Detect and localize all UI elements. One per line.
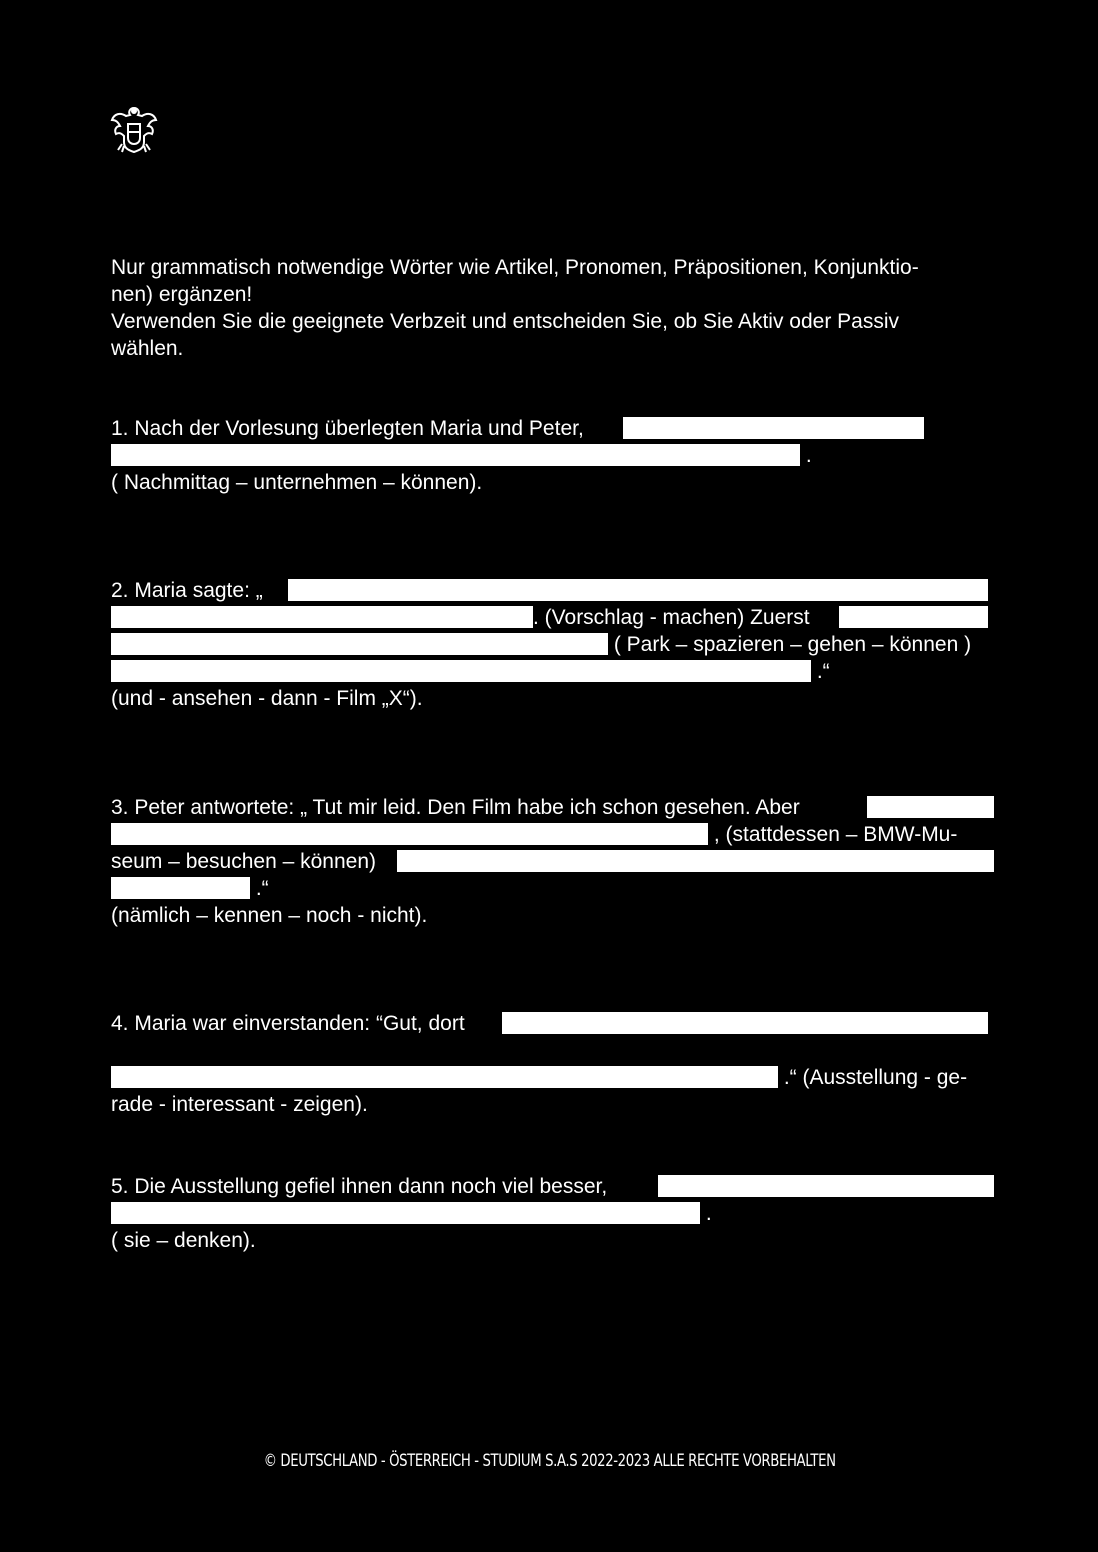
exercise-5-hint: ( sie – denken). — [111, 1229, 256, 1252]
exercise-3-hint: (nämlich – kennen – noch - nicht). — [111, 904, 428, 927]
exercise-2-hint: . (Vorschlag - machen) Zuerst — [533, 606, 810, 629]
punctuation: .“ — [255, 877, 269, 900]
answer-field[interactable] — [288, 579, 988, 601]
instructions — [111, 254, 991, 362]
answer-field[interactable] — [623, 417, 924, 439]
punctuation: .“ — [816, 660, 830, 683]
exercise-4-hint: rade - interessant - zeigen). — [111, 1093, 368, 1116]
instructions-line: wählen. — [111, 337, 184, 360]
exercise-4 — [111, 1010, 996, 1118]
footer-copyright: © DEUTSCHLAND - ÖSTERREICH - STUDIUM S.A.S 2022-2023 ALLE RECHTE VORBEHALTEN — [263, 1451, 836, 1471]
answer-field[interactable] — [111, 1066, 778, 1088]
punctuation: . — [805, 444, 812, 467]
answer-field[interactable] — [111, 823, 708, 845]
answer-field[interactable] — [658, 1175, 994, 1197]
exercise-5 — [111, 1173, 996, 1254]
exercise-2-hint: ( Park – spazieren – gehen – können ) — [613, 633, 972, 656]
exercise-2 — [111, 577, 996, 712]
exercise-3-hint: , (stattdessen – BMW-Mu- — [713, 823, 958, 846]
exercise-1-hint: ( Nachmittag – unternehmen – können). — [111, 471, 483, 494]
answer-field[interactable] — [111, 606, 533, 628]
exercise-1-prompt: 1. Nach der Vorlesung überlegten Maria und Peter, — [111, 417, 584, 440]
exercise-2-hint: (und - ansehen - dann - Film „X“). — [111, 687, 423, 710]
exercise-3-prompt: 3. Peter antwortete: „ Tut mir leid. Den Film habe ich schon gesehen. Aber — [111, 796, 800, 819]
answer-field[interactable] — [111, 660, 811, 682]
exercise-5-prompt: 5. Die Ausstellung gefiel ihnen dann noch viel besser, — [111, 1175, 608, 1198]
punctuation: . — [705, 1202, 712, 1225]
instructions-line: nen) ergänzen! — [111, 283, 253, 306]
answer-field[interactable] — [111, 877, 250, 899]
instructions-line: Verwenden Sie die geeignete Verbzeit und entscheiden Sie, ob Sie Aktiv oder Passiv — [111, 310, 900, 333]
answer-field[interactable] — [111, 1202, 700, 1224]
exercise-1 — [111, 415, 996, 496]
answer-field[interactable] — [111, 633, 608, 655]
exercise-3 — [111, 794, 996, 929]
answer-field[interactable] — [839, 606, 988, 628]
answer-field[interactable] — [397, 850, 994, 872]
answer-field[interactable] — [111, 444, 800, 466]
answer-field[interactable] — [867, 796, 994, 818]
exercise-4-hint: .“ (Ausstellung - ge- — [783, 1066, 968, 1089]
eagle-coat-of-arms-icon — [110, 104, 158, 154]
instructions-line: Nur grammatisch notwendige Wörter wie Artikel, Pronomen, Präpositionen, Konjunktio- — [111, 256, 919, 279]
exercise-3-hint: seum – besuchen – können) — [111, 850, 377, 873]
answer-field[interactable] — [502, 1012, 988, 1034]
exercise-2-prompt: 2. Maria sagte: „ — [111, 579, 263, 602]
exercise-4-prompt: 4. Maria war einverstanden: “Gut, dort — [111, 1012, 465, 1035]
